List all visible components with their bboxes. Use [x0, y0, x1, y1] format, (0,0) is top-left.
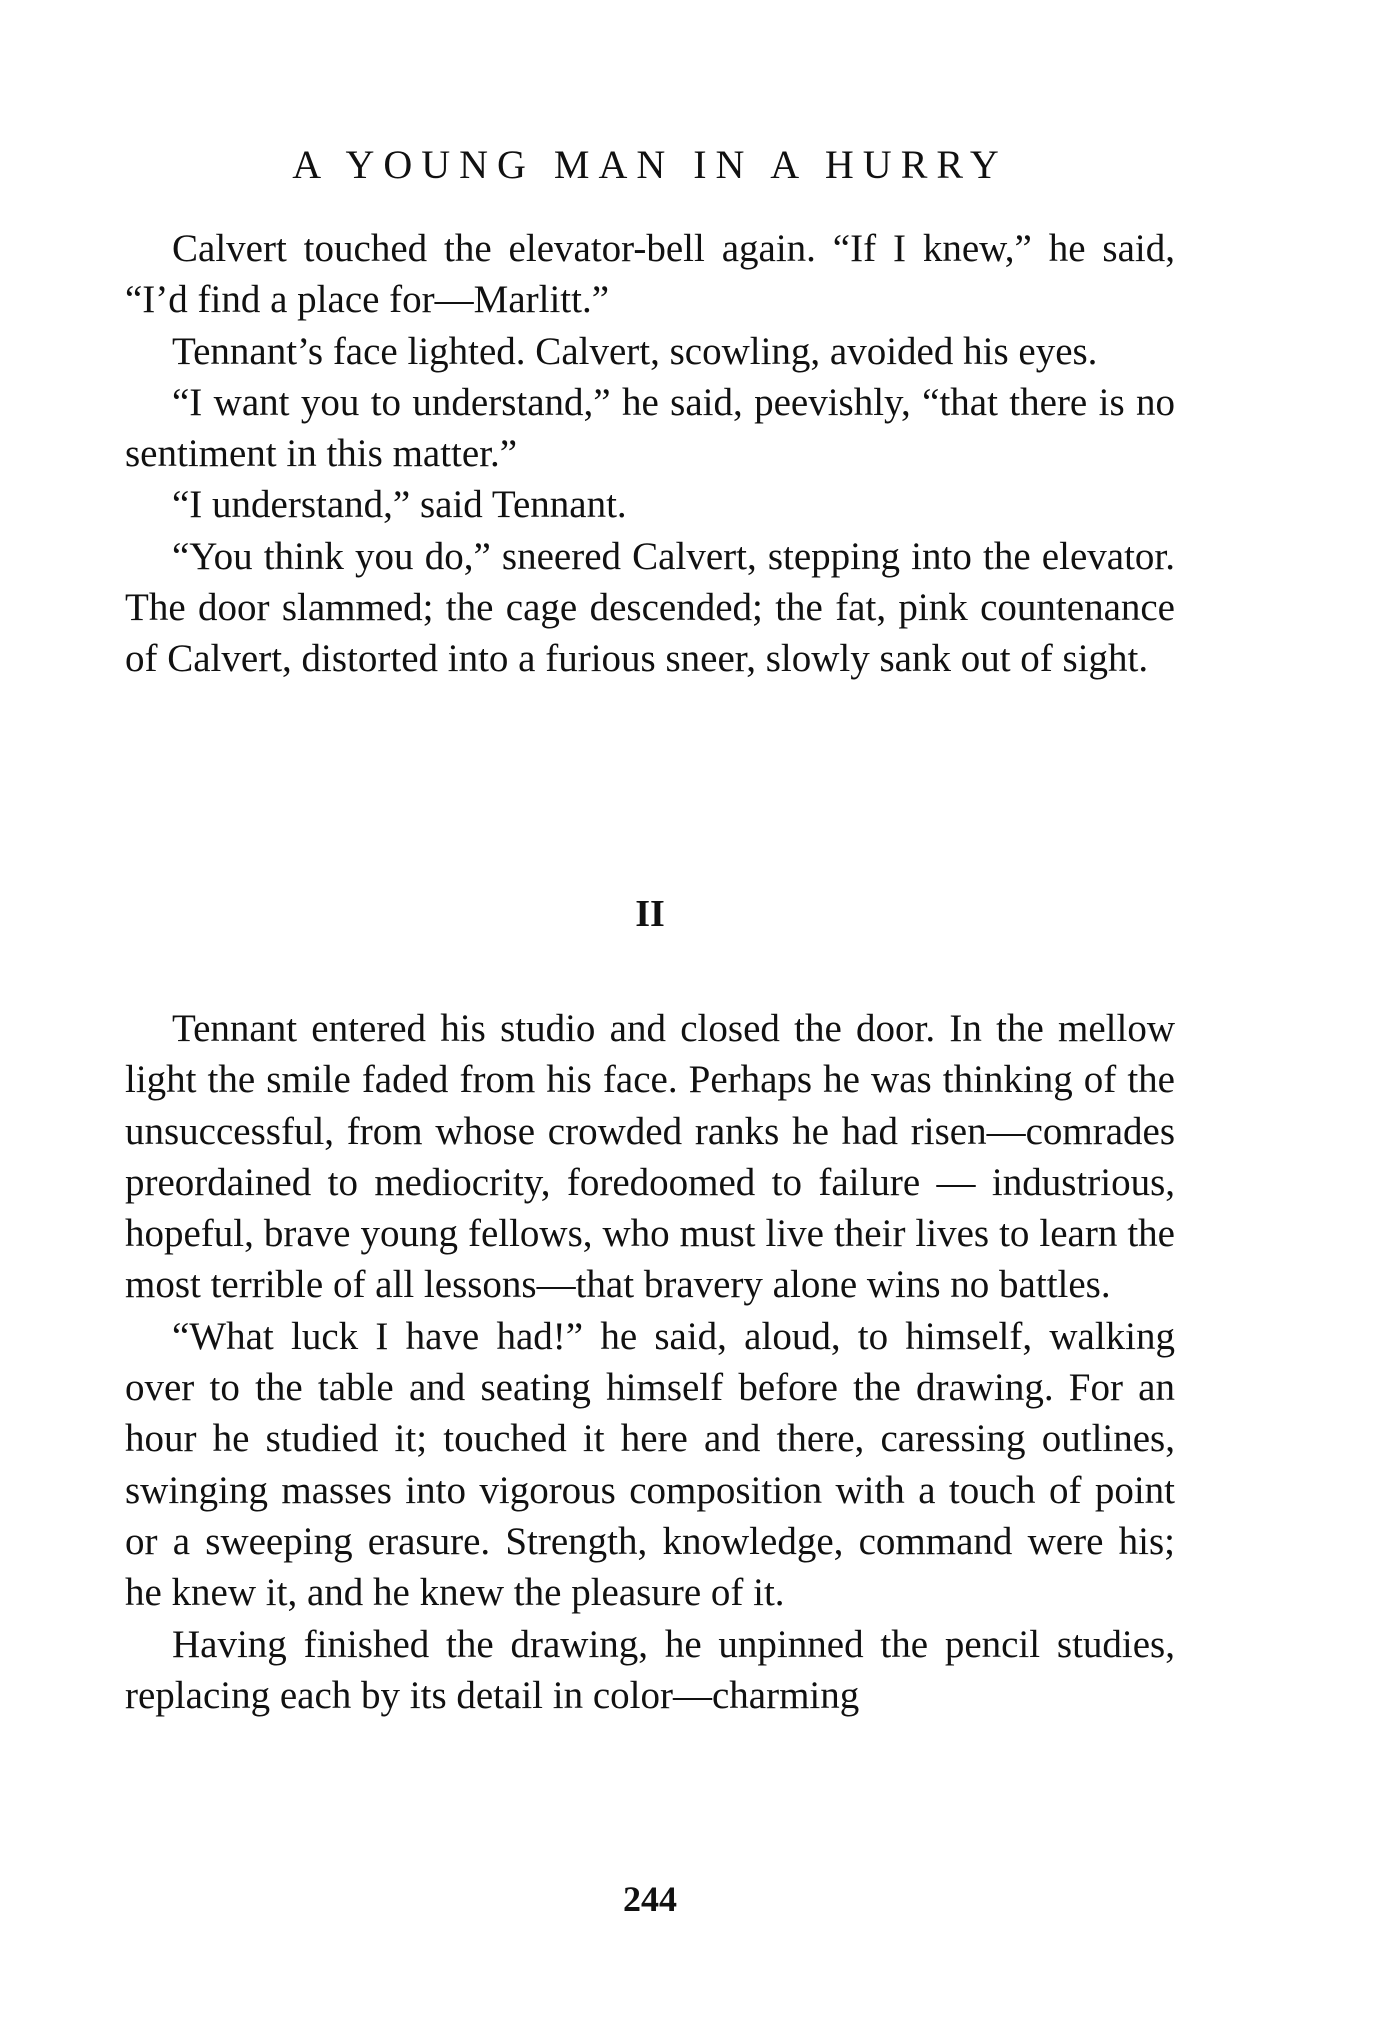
paragraph: Tennant entered his studio and closed the door. In the mellow light the smile faded from his face. Perhaps he was thinking of the unsuccessful, from whose crowded ranks he had risen—comrades preordained to mediocrity, foredoomed to failure — industrious, hopeful, brave young fellows, who must live their lives to learn the most terrible of all lessons—that bravery alone wins no battles.: [125, 1007, 1175, 1307]
paragraph: Calvert touched the elevator-bell again. “If I knew,” he said, “I’d find a place for—Marlitt.”: [125, 227, 1175, 322]
paragraph: “I want you to understand,” he said, peevishly, “that there is no sentiment in this matter.”: [125, 380, 1175, 476]
paragraph: “I understand,” said Tennant.: [172, 483, 627, 527]
paragraph: “What luck I have had!” he said, aloud, to himself, walking over to the table and seating himself before the drawing. For an hour he studied it; touched it here and there, caressing outlines, swinging masses into vigorous composition with a touch of point or a sweeping erasure. Strength, knowledge, command were his; he knew it, and he knew the pleasure of it.: [125, 1314, 1175, 1615]
page-number: 244: [623, 1879, 677, 1919]
paragraph: “You think you do,” sneered Calvert, stepping into the elevator. The door slammed; the cage descended; the fat, pink countenance of Calvert, distorted into a furious sneer, slowly sank out of sight.: [125, 534, 1175, 681]
paragraph: Having finished the drawing, he unpinned the pencil studies, replacing each by its detail in color—charming: [125, 1622, 1175, 1717]
paragraph: Tennant’s face lighted. Calvert, scowling, avoided his eyes.: [172, 329, 1098, 373]
running-head: A YOUNG MAN IN A HURRY: [292, 142, 1008, 187]
section-heading: II: [635, 893, 665, 935]
section-two-text: [125, 1003, 1175, 1721]
section-one-text: [125, 223, 1175, 685]
